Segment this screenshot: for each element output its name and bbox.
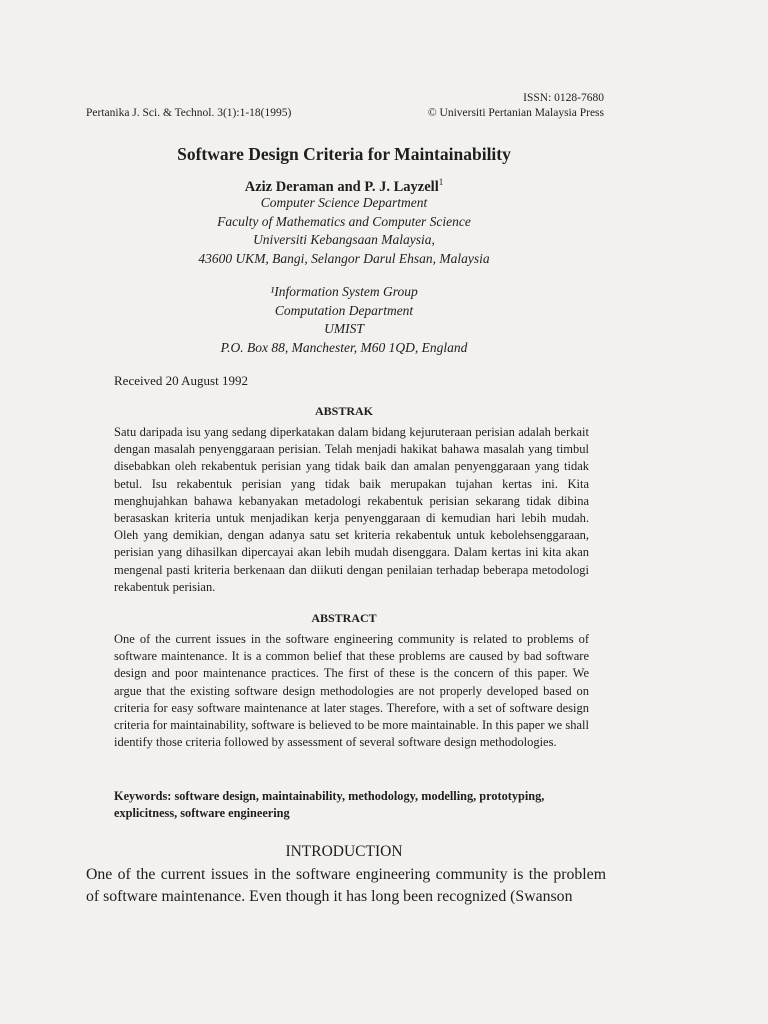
affiliation-line: 43600 UKM, Bangi, Selangor Darul Ehsan, Malaysia [198, 250, 490, 266]
affiliation-line: Computation Department [274, 302, 414, 318]
journal-citation: Pertanika J. Sci. & Technol. 3(1):1-18(1995) [86, 107, 292, 119]
affiliation-line: ¹Information System Group [270, 284, 418, 299]
abstrak-heading: ABSTRAK [314, 404, 373, 418]
affiliation-line: Faculty of Mathematics and Computer Science [217, 213, 471, 229]
affiliation-primary [0, 194, 688, 268]
paper-title: Software Design Criteria for Maintainability [177, 144, 511, 164]
abstract-heading: ABSTRACT [311, 611, 377, 625]
abstract-text: One of the current issues in the software engineering community is related to problems of software maintenance. It is a common belief that these problems are caused by bad software design and poor maintenance practices. The first of these is the concern of this paper. We argue that the existing software design methodologies are not properly developed based on criteria for easy software maintenance at later stages. Therefore, with a set of software design criteria for maintainability, software is believed to be more maintainable. In this paper we shall identify those criteria followed by assessment of several software design methodologies. [114, 632, 589, 750]
introduction-heading: INTRODUCTION [285, 843, 403, 860]
abstrak-text: Satu daripada isu yang sedang diperkatakan dalam bidang kejuruteraan perisian adalah berkait dengan masalah penyenggaraan perisian. Telah menjadi hakikat bahawa masalah yang timbul disebabkan oleh rekabentuk perisian yang tidak baik dan amalan penyenggaraan yang tidak betul. Isu rekabentuk perisian yang tidak baik merupakan tujahan kertas ini. Kita menghujahkan bahawa kebanyakan metadologi rekabentuk perisian sekarang tidak dibina berasaskan kriteria untuk menjadikan kerja penyenggaraan di kemudian hari lebih mudah. Oleh yang demikian, dengan adanya satu set kriteria rekabentuk untuk kebolehsenggaraan, perisian yang dihasilkan dipercayai akan lebih mudah disenggara. Dalam kertas ini kita akan mengenal pasti kriteria berkenaan dan diikuti dengan penilaian terhadap beberapa metodologi rekabentuk perisian. [114, 425, 589, 594]
publisher-copyright: © Universiti Pertanian Malaysia Press [427, 107, 604, 119]
issn-number: ISSN: 0128-7680 [523, 92, 604, 104]
author-names: Aziz Deraman and P. J. Layzell [244, 179, 439, 195]
received-date: Received 20 August 1992 [114, 373, 248, 388]
introduction-text: One of the current issues in the software engineering community is the problem of software maintenance. Even though it has long been recognized (Swanson [86, 866, 606, 905]
affiliation-line: Universiti Kebangsaan Malaysia, [253, 232, 435, 247]
affiliation-line: P.O. Box 88, Manchester, M60 1QD, England [220, 339, 468, 355]
affiliation-line: UMIST [324, 321, 364, 336]
keywords: Keywords: software design, maintainability, methodology, modelling, prototyping, explicitness, software engineering [114, 789, 545, 820]
author-superscript: 1 [438, 177, 444, 187]
affiliation-secondary [0, 283, 688, 357]
affiliation-line: Computer Science Department [260, 195, 428, 210]
